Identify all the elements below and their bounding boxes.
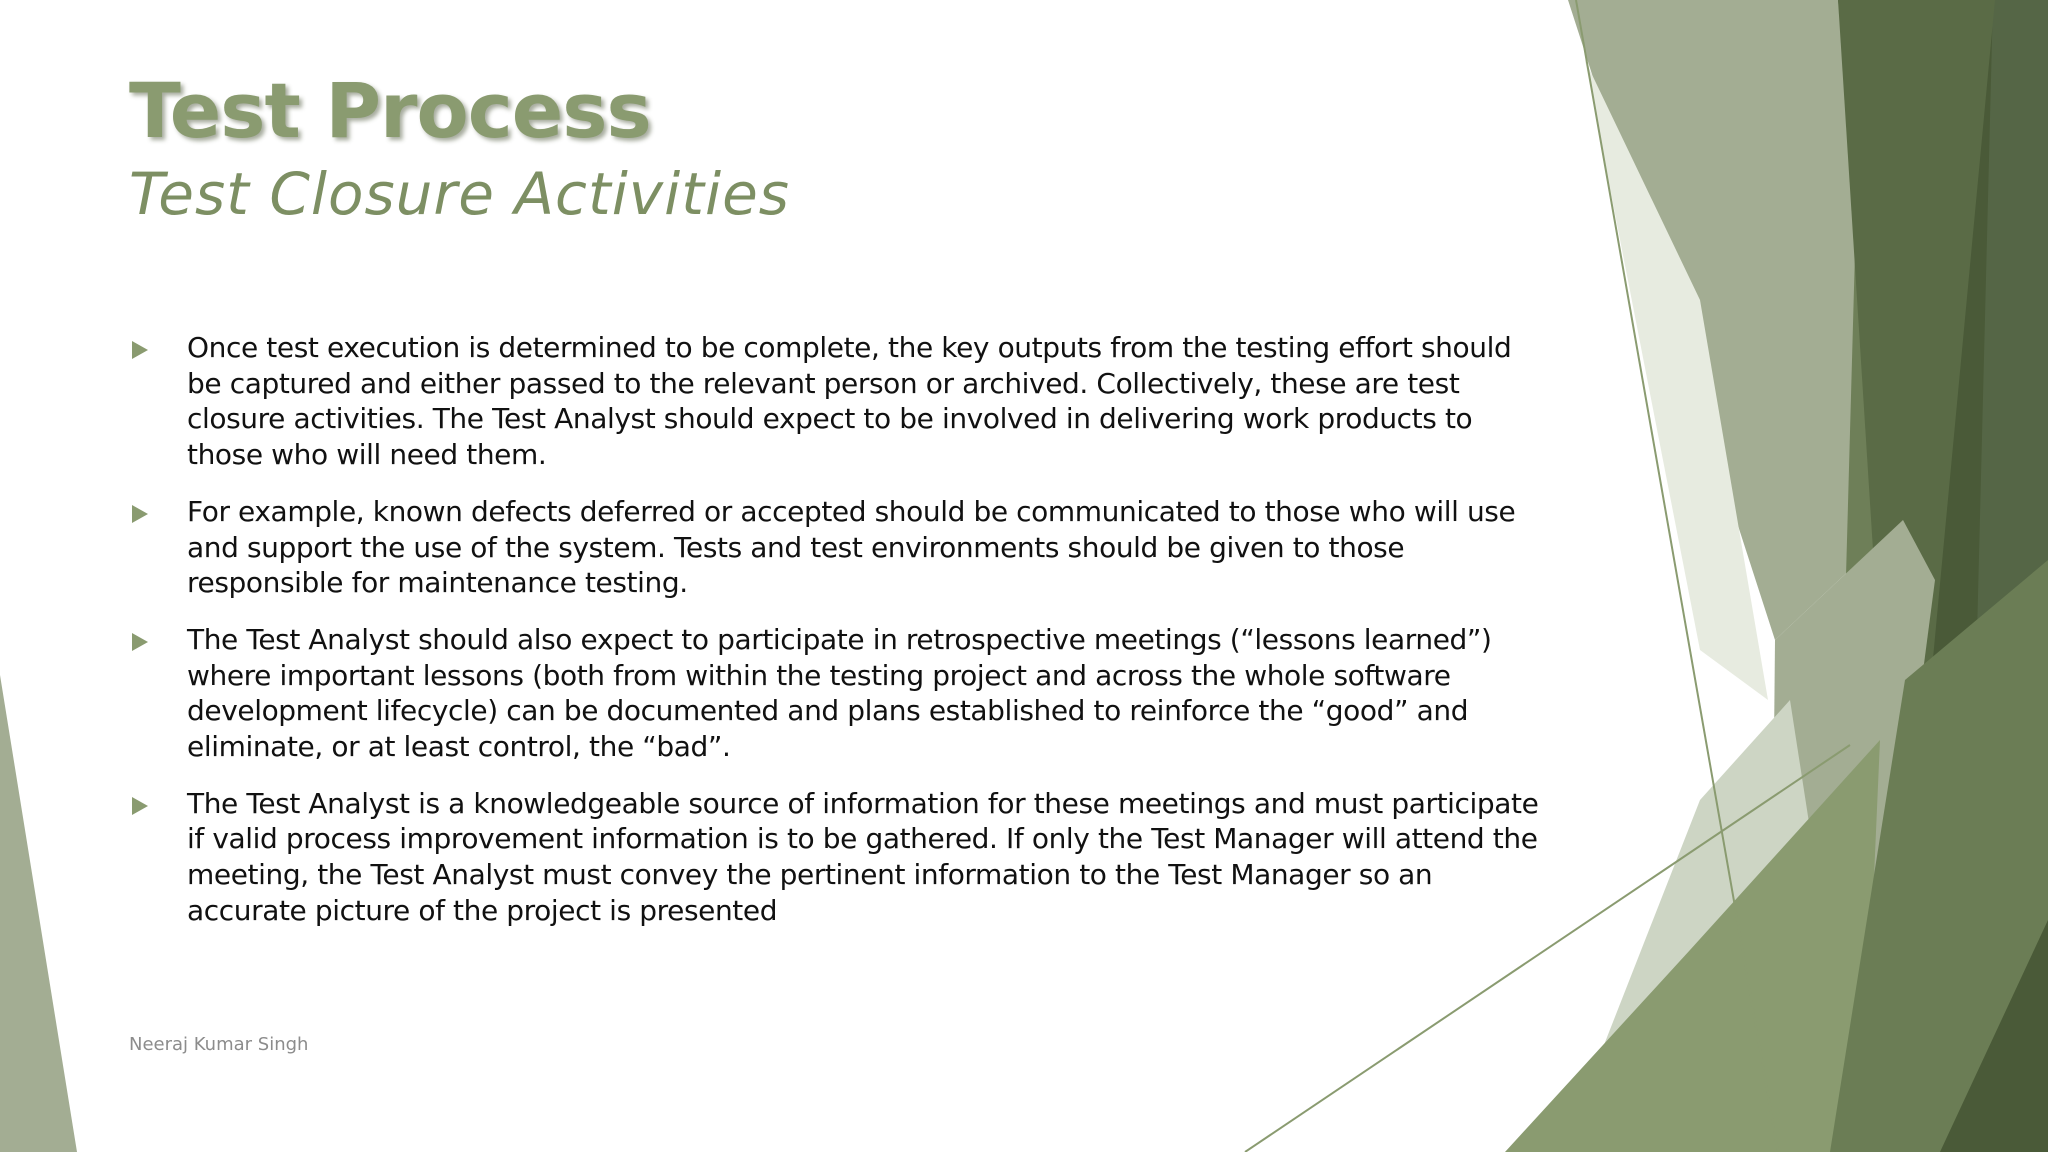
bullet-list: [129, 330, 1549, 950]
bullet-text: Once test execution is determined to be complete, the key outputs from the testing effort should be captured and either passed to the relevant person or archived. Collectively, these are test closure activities. The Test Analyst should expect to be involved in delivering work products to those who will need them.: [187, 331, 1512, 472]
triangle-bullet-icon: [132, 505, 148, 523]
bullet-item: [129, 330, 1549, 473]
bullet-text: The Test Analyst should also expect to participate in retrospective meetings (“lessons learned”) where important lessons (both from within the testing project and across the whole software development lifecycle) can be documented and plans established to reinforce the “good” and eliminate, or at least control, the “bad”.: [187, 622, 1492, 764]
triangle-bullet-icon: [132, 633, 148, 651]
bullet-text: The Test Analyst is a knowledgeable source of information for these meetings and must participate if valid process improvement information is to be gathered. If only the Test Manager will attend the meeting, the Test Analyst must convey the pertinent information to the Test Manager so an accurate picture of the project is presented: [187, 786, 1539, 927]
facet-left-wedge: [0, 675, 77, 1152]
slide-title: Test Process: [129, 66, 651, 155]
triangle-bullet-icon: [132, 797, 148, 815]
bullet-item: [129, 786, 1549, 929]
bullet-text: For example, known defects deferred or accepted should be communicated to those who will use and support the use of the system. Tests and test environments should be given to those responsible for maintenance testing.: [187, 494, 1516, 600]
footer-author: Neeraj Kumar Singh: [129, 1034, 309, 1055]
bullet-item: [129, 622, 1549, 765]
triangle-bullet-icon: [132, 341, 148, 359]
slide-subtitle: Test Closure Activities: [129, 160, 790, 228]
bullet-item: [129, 494, 1549, 601]
